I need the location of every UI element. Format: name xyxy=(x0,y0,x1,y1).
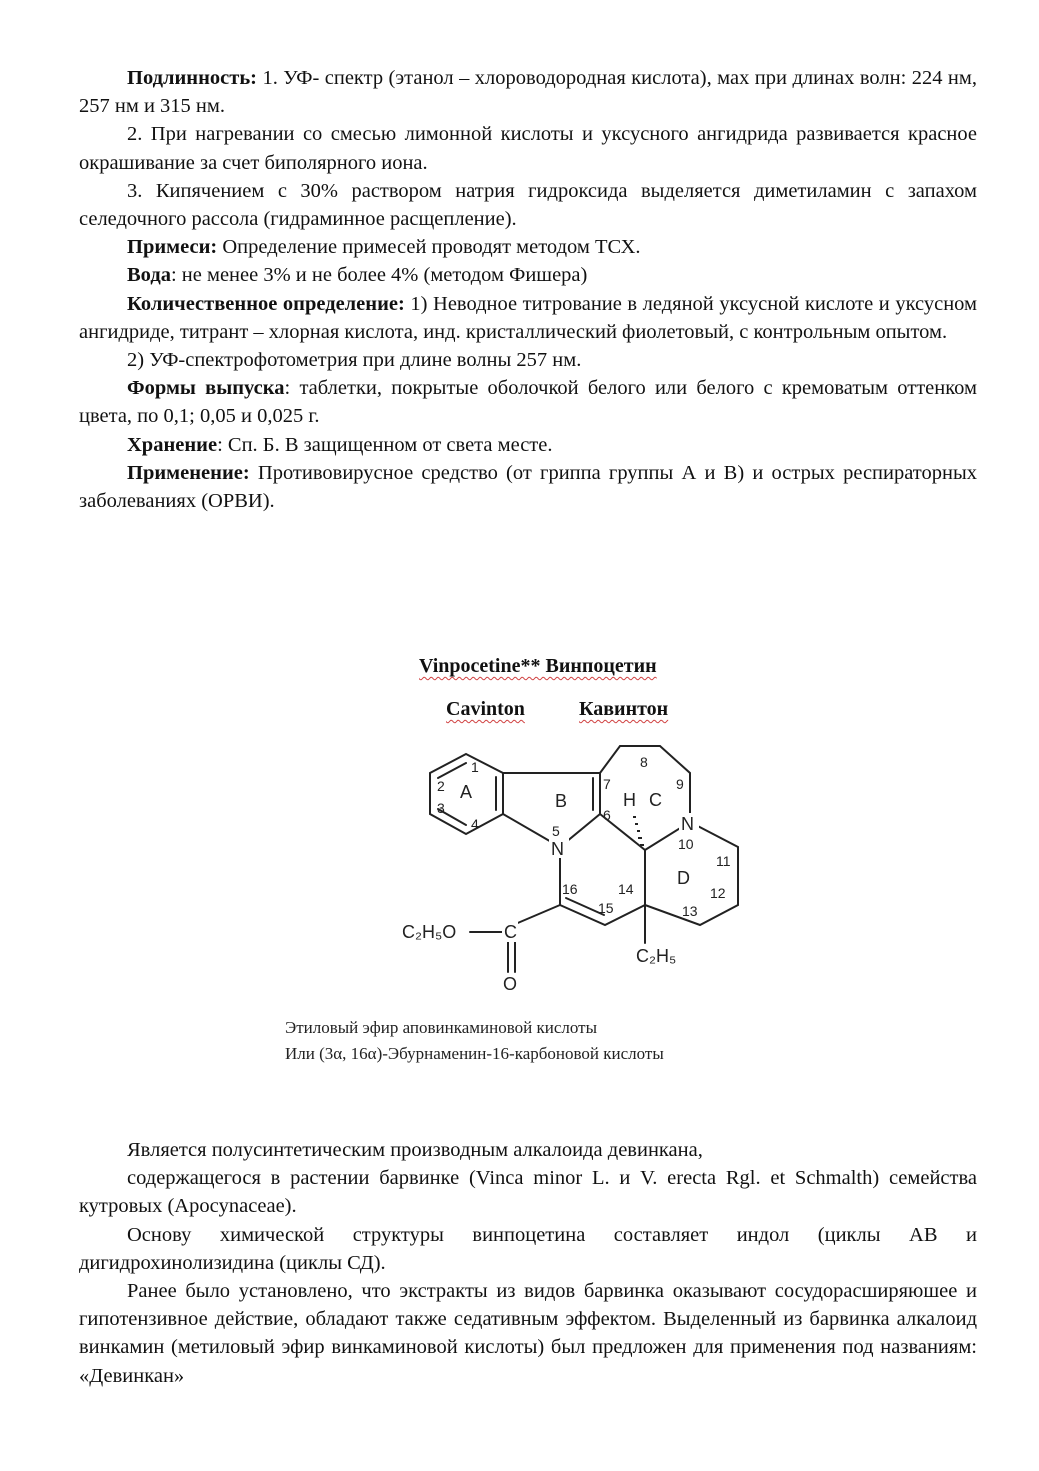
text-water: : не менее 3% и не более 4% (методом Фишера) xyxy=(170,264,588,287)
paragraph-authenticity xyxy=(79,64,977,120)
label-impurities: Примеси: xyxy=(127,236,218,259)
text-impurities: Определение примесей проводят методом ТСХ. xyxy=(217,236,641,259)
atom-o-carbonyl: O xyxy=(503,974,518,994)
text-application: Противовирусное средство (от гриппа группы А и В) и острых респираторных заболеваниях (ОРВИ). xyxy=(79,461,977,513)
atom-number-6: 6 xyxy=(603,807,611,823)
atom-n5: N xyxy=(551,839,564,859)
atom-number-2: 2 xyxy=(437,778,445,794)
ring-label-b: B xyxy=(555,791,568,811)
figure-title-cavinton-russian: Кавинтон xyxy=(579,698,669,720)
atom-number-16: 16 xyxy=(562,881,578,897)
ring-label-c: C xyxy=(649,790,662,810)
paragraph-plant xyxy=(79,1164,977,1220)
atom-number-8: 8 xyxy=(640,754,648,770)
text-test-3: 3. Кипячением с 30% раствором натрия гидроксида выделяется диметиламин с запахом селедочного рассола (гидраминное расщепление). xyxy=(79,179,977,231)
paragraph-structure-basis xyxy=(79,1221,977,1277)
paragraph-test-2 xyxy=(79,120,977,176)
description-section xyxy=(79,1136,977,1390)
paragraph-storage xyxy=(79,431,977,459)
atom-number-13: 13 xyxy=(682,903,698,919)
atom-number-9: 9 xyxy=(676,776,684,792)
label-water: Вода xyxy=(127,264,171,287)
paragraph-water xyxy=(79,261,977,289)
identity-section xyxy=(79,64,977,515)
text-dosage-forms: : таблетки, покрытые оболочкой белого или белого с кремоватым оттенком цвета, по 0,1; 0,05 и 0,025 г. xyxy=(79,377,977,428)
atom-c-ester: C xyxy=(504,922,517,942)
figure-caption-line2: Или (3α, 16α)-Эбурнаменин-16-карбоновой кислоты xyxy=(285,1044,664,1063)
text-structure-basis: Основу химической структуры винпоцетина составляет индол (циклы АВ и дигидрохинолизидина (циклы СД). xyxy=(79,1223,977,1274)
ester-c-bond xyxy=(513,905,560,925)
atom-number-5: 5 xyxy=(552,823,560,839)
text-authenticity: 1. УФ- спектр (этанол – хлороводородная кислота), мах при длинах волн: 224 нм, 257 нм и 315 нм. xyxy=(79,67,977,118)
atom-number-4: 4 xyxy=(471,816,479,832)
paragraph-application xyxy=(79,459,977,515)
atom-number-7: 7 xyxy=(603,776,611,792)
label-storage: Хранение xyxy=(127,433,218,456)
figure-title-cavinton-latin: Cavinton xyxy=(446,698,525,720)
atom-number-15: 15 xyxy=(598,900,614,916)
text-assay-2: 2) УФ-спектрофотометрия при длине волны 257 нм. xyxy=(127,349,582,372)
label-assay: Количественное определение: xyxy=(127,292,405,315)
paragraph-test-3 xyxy=(79,177,977,233)
label-authenticity: Подлинность: xyxy=(127,67,257,89)
ethyl-group-label: C₂H₅ xyxy=(636,946,677,966)
ring-label-d: D xyxy=(677,868,690,888)
ring-label-a: A xyxy=(460,782,473,802)
atom-number-12: 12 xyxy=(710,885,726,901)
atom-number-1: 1 xyxy=(471,759,479,775)
label-application: Применение: xyxy=(127,461,250,484)
atom-number-3: 3 xyxy=(437,800,445,816)
atom-number-11: 11 xyxy=(716,853,731,869)
paragraph-assay xyxy=(79,290,977,346)
text-test-2: 2. При нагревании со смесью лимонной кислоты и уксусного ангидрида развивается красное окрашивание за счет биполярного иона. xyxy=(79,123,977,174)
text-history: Ранее было установлено, что экстракты из видов барвинка оказывают сосудорасширяюшее и гипотензивное действие, обладают также седативным эффектом. Выделенный из барвинка алкалоид винкамин (метиловый эфир винкаминовой кислоты) был предложен для применения под названиям: «Девинкан» xyxy=(79,1280,977,1387)
text-assay: 1) Неводное титрование в ледяной уксусной кислоте и уксусном ангидриде, титрант – хлорная кислота, инд. кристаллический фиолетовый, с контрольным опытом. xyxy=(79,292,978,343)
vinpocetine-structure-diagram xyxy=(380,735,780,1000)
text-plant: содержащегося в растении барвинке (Vinca minor L. и V. erecta Rgl. et Schmalth) семейства кутровых (Apocynaceae). xyxy=(79,1167,977,1218)
paragraph-history xyxy=(79,1277,977,1390)
atom-number-14: 14 xyxy=(618,881,634,897)
carbonyl-bond xyxy=(508,940,515,972)
atom-number-10: 10 xyxy=(678,836,694,852)
atom-h: H xyxy=(623,790,636,810)
figure-title-vinpocetine: Vinpocetine** Винпоцетин xyxy=(419,655,657,677)
label-dosage-forms: Формы выпуска xyxy=(127,377,285,400)
atom-n10: N xyxy=(681,814,694,834)
paragraph-dosage-forms xyxy=(79,374,977,430)
paragraph-assay-2 xyxy=(79,346,977,374)
ester-group-label: C₂H₅O xyxy=(402,922,457,942)
text-origin: Является полусинтетическим производным алкалоида девинкана, xyxy=(127,1139,703,1161)
paragraph-origin xyxy=(79,1136,977,1164)
text-storage: : Сп. Б. В защищенном от света месте. xyxy=(217,433,553,456)
paragraph-impurities xyxy=(79,233,977,261)
figure-caption-line1: Этиловый эфир аповинкаминовой кислоты xyxy=(285,1018,598,1037)
